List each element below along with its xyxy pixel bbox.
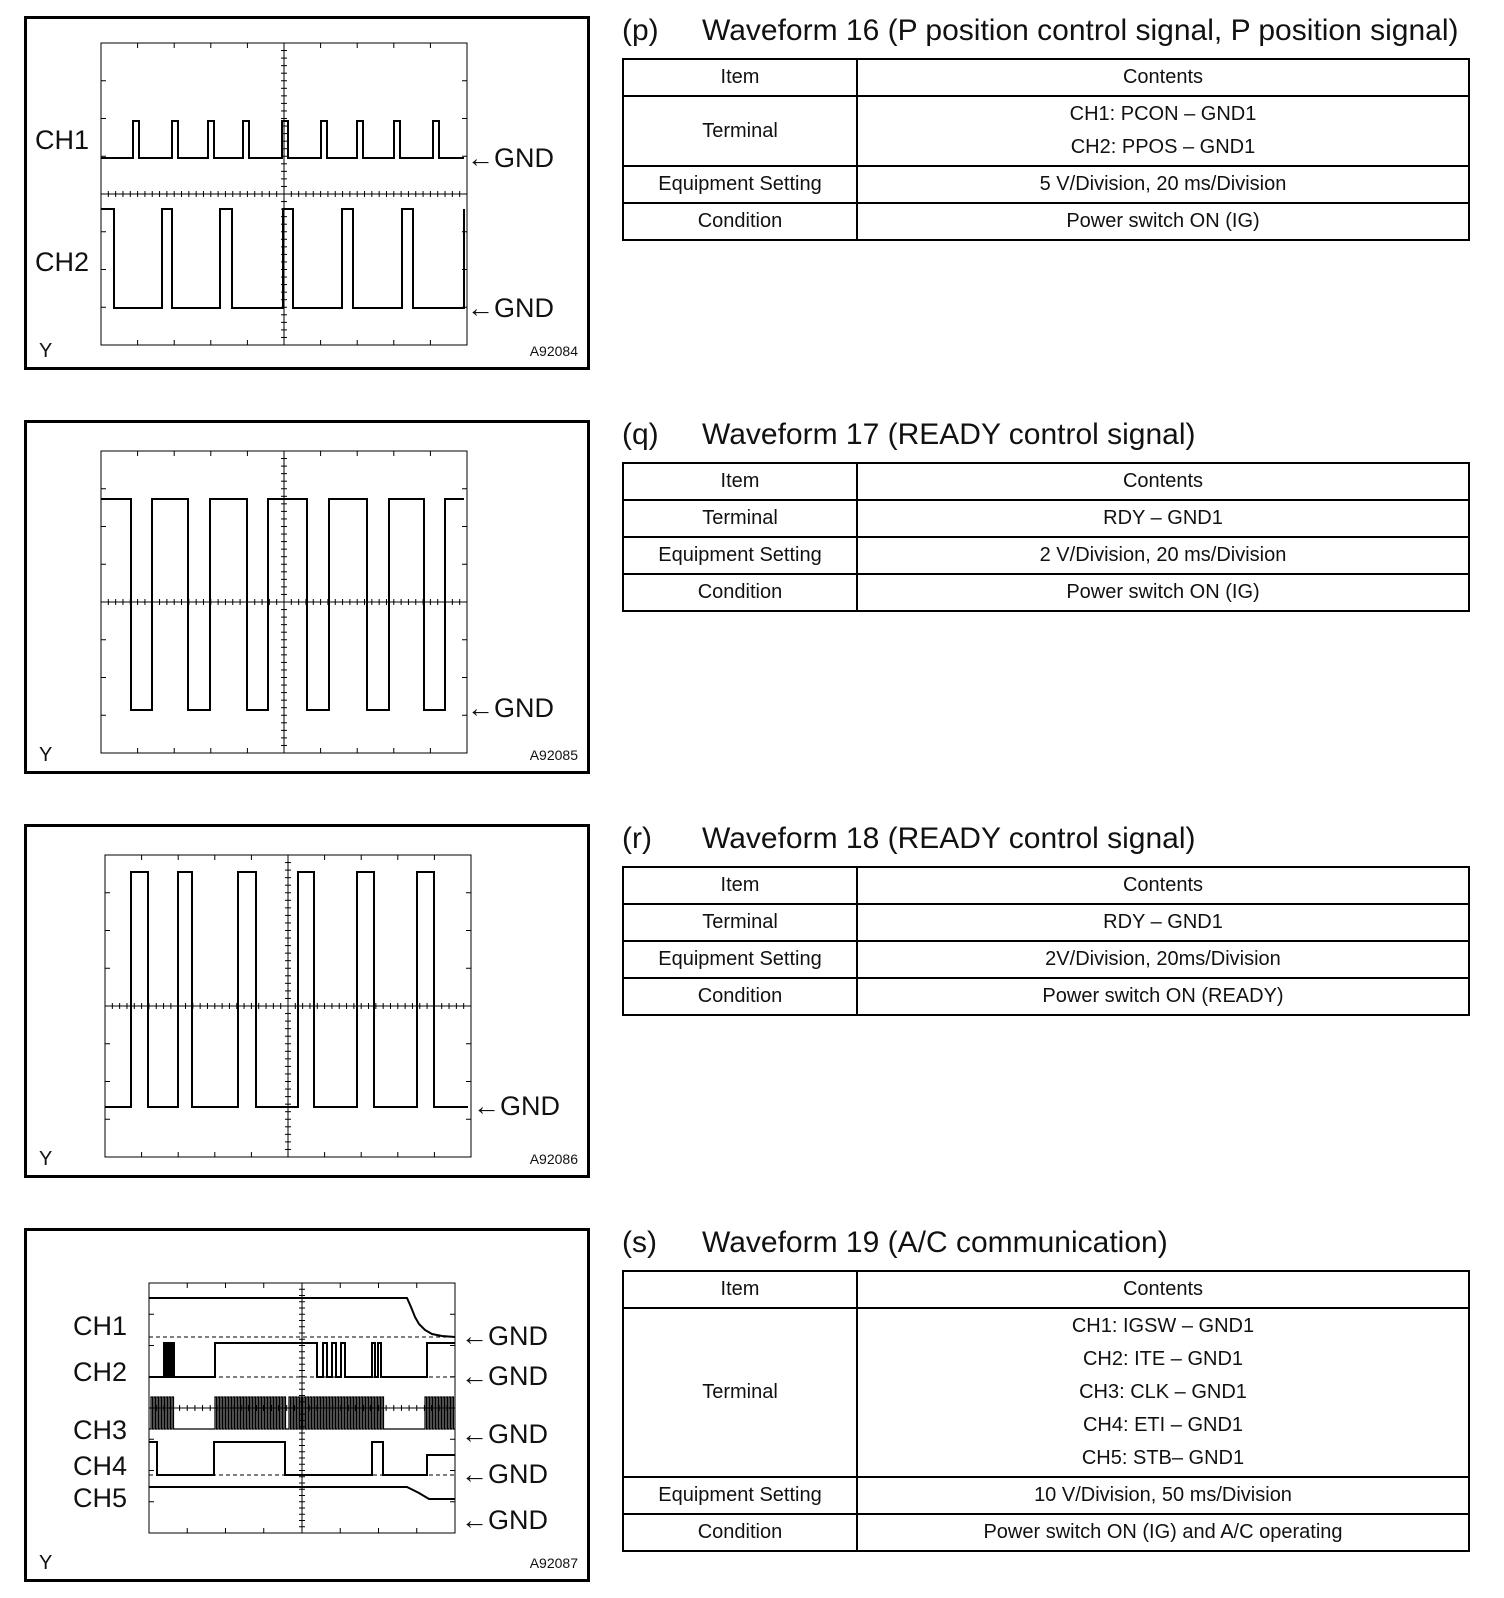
ch2-label: CH2 <box>35 247 90 277</box>
oscilloscope-display <box>24 420 590 774</box>
ch1-label: CH1 <box>73 1311 128 1341</box>
ch2-trace <box>101 209 464 308</box>
section-title: Waveform 16 (P position control signal, P position signal) <box>702 14 1459 47</box>
ch3-trace <box>149 1397 455 1429</box>
spec-table <box>622 1270 1470 1552</box>
ch1-trace <box>101 121 464 158</box>
table-row <box>623 1308 1469 1477</box>
row-item: Terminal <box>623 904 857 941</box>
table-row <box>623 500 1469 537</box>
figure-id: A92085 <box>529 747 578 763</box>
table-row <box>623 978 1469 1015</box>
section-waveform-19 <box>0 1212 1504 1592</box>
section-waveform-16 <box>0 0 1504 390</box>
header-item: Item <box>623 463 857 500</box>
terminal-line: CH2: ITE – GND1 <box>1082 1348 1244 1370</box>
row-contents: 2 V/Division, 20 ms/Division <box>857 537 1469 574</box>
table-row <box>623 1477 1469 1514</box>
section-title: Waveform 19 (A/C communication) <box>702 1226 1168 1259</box>
header-item: Item <box>623 867 857 904</box>
table-row <box>623 537 1469 574</box>
row-item: Equipment Setting <box>623 166 857 203</box>
header-item: Item <box>623 1271 857 1308</box>
row-contents: RDY – GND1 <box>857 904 1469 941</box>
section-letter: (q) <box>622 418 659 451</box>
header-contents: Contents <box>857 59 1469 96</box>
row-contents <box>857 1308 1469 1477</box>
spec-table <box>622 866 1470 1016</box>
header-contents: Contents <box>857 1271 1469 1308</box>
table-row <box>623 203 1469 240</box>
gnd-label: ←GND <box>461 1419 548 1449</box>
row-contents: Power switch ON (READY) <box>857 978 1469 1015</box>
section-title: Waveform 17 (READY control signal) <box>702 418 1196 451</box>
row-contents: 10 V/Division, 50 ms/Division <box>857 1477 1469 1514</box>
ch3-label: CH3 <box>73 1415 128 1445</box>
row-contents: RDY – GND1 <box>857 500 1469 537</box>
gnd-label: ←GND <box>467 293 554 323</box>
section-letter: (p) <box>622 14 659 47</box>
y-axis-label: Y <box>39 744 53 766</box>
table-header-row <box>623 463 1469 500</box>
row-contents: Power switch ON (IG) <box>857 574 1469 611</box>
gnd-label: ←GND <box>467 143 554 173</box>
row-item: Condition <box>623 978 857 1015</box>
row-contents: 2V/Division, 20ms/Division <box>857 941 1469 978</box>
row-contents: Power switch ON (IG) <box>857 203 1469 240</box>
y-axis-label: Y <box>39 1552 53 1574</box>
scope-grid <box>101 451 467 753</box>
row-item: Condition <box>623 1514 857 1551</box>
header-contents: Contents <box>857 463 1469 500</box>
section-heading <box>622 14 1459 48</box>
waveform-plot <box>27 827 587 1175</box>
table-header-row <box>623 867 1469 904</box>
terminal-line: CH2: PPOS – GND1 <box>1070 136 1256 158</box>
section-heading <box>622 822 1196 856</box>
table-row <box>623 574 1469 611</box>
section-title: Waveform 18 (READY control signal) <box>702 822 1196 855</box>
y-axis-label: Y <box>39 340 53 362</box>
ready-trace <box>101 499 464 710</box>
section-heading <box>622 1226 1168 1260</box>
row-item: Equipment Setting <box>623 941 857 978</box>
table-header-row <box>623 1271 1469 1308</box>
row-contents: Power switch ON (IG) and A/C operating <box>857 1514 1469 1551</box>
oscilloscope-display <box>24 16 590 370</box>
ready-trace <box>105 872 468 1107</box>
section-heading <box>622 418 1196 452</box>
table-row <box>623 166 1469 203</box>
y-axis-label: Y <box>39 1148 53 1170</box>
gnd-label: ←GND <box>467 693 554 723</box>
ch4-label: CH4 <box>73 1451 128 1481</box>
header-contents: Contents <box>857 867 1469 904</box>
section-waveform-17 <box>0 404 1504 794</box>
ch5-label: CH5 <box>73 1483 128 1513</box>
row-contents <box>857 96 1469 166</box>
figure-id: A92087 <box>529 1555 578 1571</box>
spec-table <box>622 58 1470 241</box>
oscilloscope-display <box>24 824 590 1178</box>
figure-id: A92084 <box>529 343 578 359</box>
gnd-label: ←GND <box>461 1459 548 1489</box>
terminal-line: CH4: ETI – GND1 <box>1082 1414 1244 1436</box>
row-item: Condition <box>623 574 857 611</box>
terminal-line: CH3: CLK – GND1 <box>1079 1381 1247 1403</box>
table-row <box>623 1514 1469 1551</box>
gnd-label: ←GND <box>461 1361 548 1391</box>
row-item: Terminal <box>623 96 857 166</box>
gnd-label: ←GND <box>473 1091 560 1121</box>
row-item: Condition <box>623 203 857 240</box>
row-item: Equipment Setting <box>623 1477 857 1514</box>
table-header-row <box>623 59 1469 96</box>
terminal-line: CH5: STB– GND1 <box>1081 1447 1245 1469</box>
section-letter: (r) <box>622 822 652 855</box>
row-contents: 5 V/Division, 20 ms/Division <box>857 166 1469 203</box>
ch2-label: CH2 <box>73 1357 128 1387</box>
section-letter: (s) <box>622 1226 657 1259</box>
row-item: Equipment Setting <box>623 537 857 574</box>
section-waveform-18 <box>0 808 1504 1198</box>
oscilloscope-display <box>24 1228 590 1582</box>
table-row <box>623 96 1469 166</box>
terminal-line: CH1: PCON – GND1 <box>1069 103 1257 125</box>
gnd-label: ←GND <box>461 1505 548 1535</box>
table-row <box>623 941 1469 978</box>
table-row <box>623 904 1469 941</box>
spec-table <box>622 462 1470 612</box>
row-item: Terminal <box>623 500 857 537</box>
header-item: Item <box>623 59 857 96</box>
figure-id: A92086 <box>529 1151 578 1167</box>
ch1-label: CH1 <box>35 125 90 155</box>
row-item: Terminal <box>623 1308 857 1477</box>
terminal-line: CH1: IGSW – GND1 <box>1071 1315 1255 1337</box>
gnd-label: ←GND <box>461 1321 548 1351</box>
